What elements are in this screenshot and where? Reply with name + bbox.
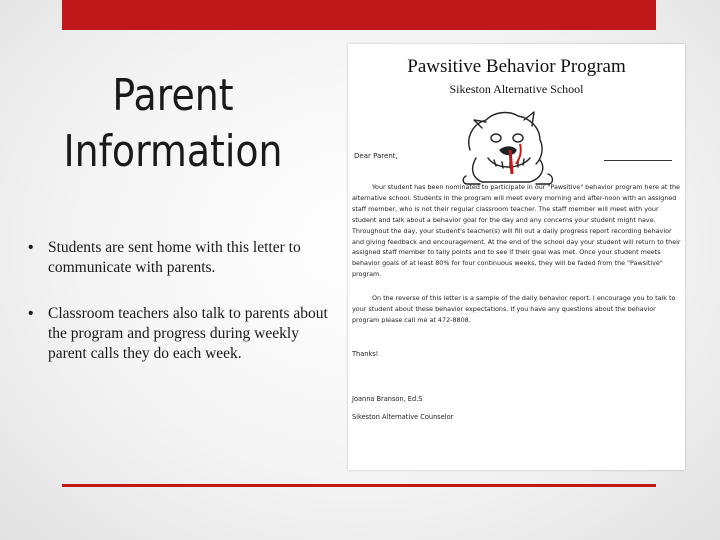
- letter-subtitle: Sikeston Alternative School: [449, 82, 584, 96]
- date-blank-line: [604, 160, 672, 161]
- slide-title: [48, 68, 297, 180]
- bulldog-mascot-icon: [460, 98, 556, 188]
- slide-title-line2: Information: [63, 126, 283, 177]
- letter-paragraph: Your student has been nominated to participate in our "Pawsitive" behavior program here at the alternative school. Students in the program will meet every morning and after-noon with an assigned staff member, who is not their regular classroom teacher. The staff member will meet with your student and talk about a behavior goal for the day and any concerns your student might have. Throughout the day, your student's teacher(s) will fill out a daily progress report recording behavior and giving feedback and encouragement. At the end of the school day your student will return to their assigned staff member to tally points and to see if their goal was met. Once your student meets behavior goals of at least 80% for four continuous weeks, they will be faded from the "Pawsitive" program.: [352, 183, 681, 279]
- bullet-text: Students are sent home with this letter to communicate with parents.: [48, 239, 301, 276]
- bullet-text: Classroom teachers also talk to parents about the program and progress during weekly parent calls they do each week.: [48, 305, 328, 362]
- bullet-item: [28, 238, 333, 278]
- parent-letter-image: [348, 44, 685, 470]
- signature-title: Sikeston Alternative Counselor: [352, 413, 454, 421]
- slide-title-line1: Parent: [112, 70, 234, 121]
- bullet-list: [28, 238, 333, 390]
- bullet-icon: •: [28, 239, 34, 256]
- signature-name: Joanna Branson, Ed.S: [352, 395, 423, 403]
- letter-paragraph: On the reverse of this letter is a sample of the daily behavior report. I encourage you to talk to your student about these behavior expectations. If you have any questions about the behavior program please call me at 472-8808.: [352, 294, 676, 324]
- bullet-icon: •: [28, 305, 34, 322]
- letter-closing: Thanks!: [352, 350, 379, 358]
- bottom-accent-rule: [62, 484, 656, 487]
- top-accent-bar: [62, 0, 656, 30]
- bullet-item: [28, 304, 333, 364]
- letter-title: Pawsitive Behavior Program: [407, 56, 626, 77]
- letter-greeting: Dear Parent,: [354, 152, 398, 160]
